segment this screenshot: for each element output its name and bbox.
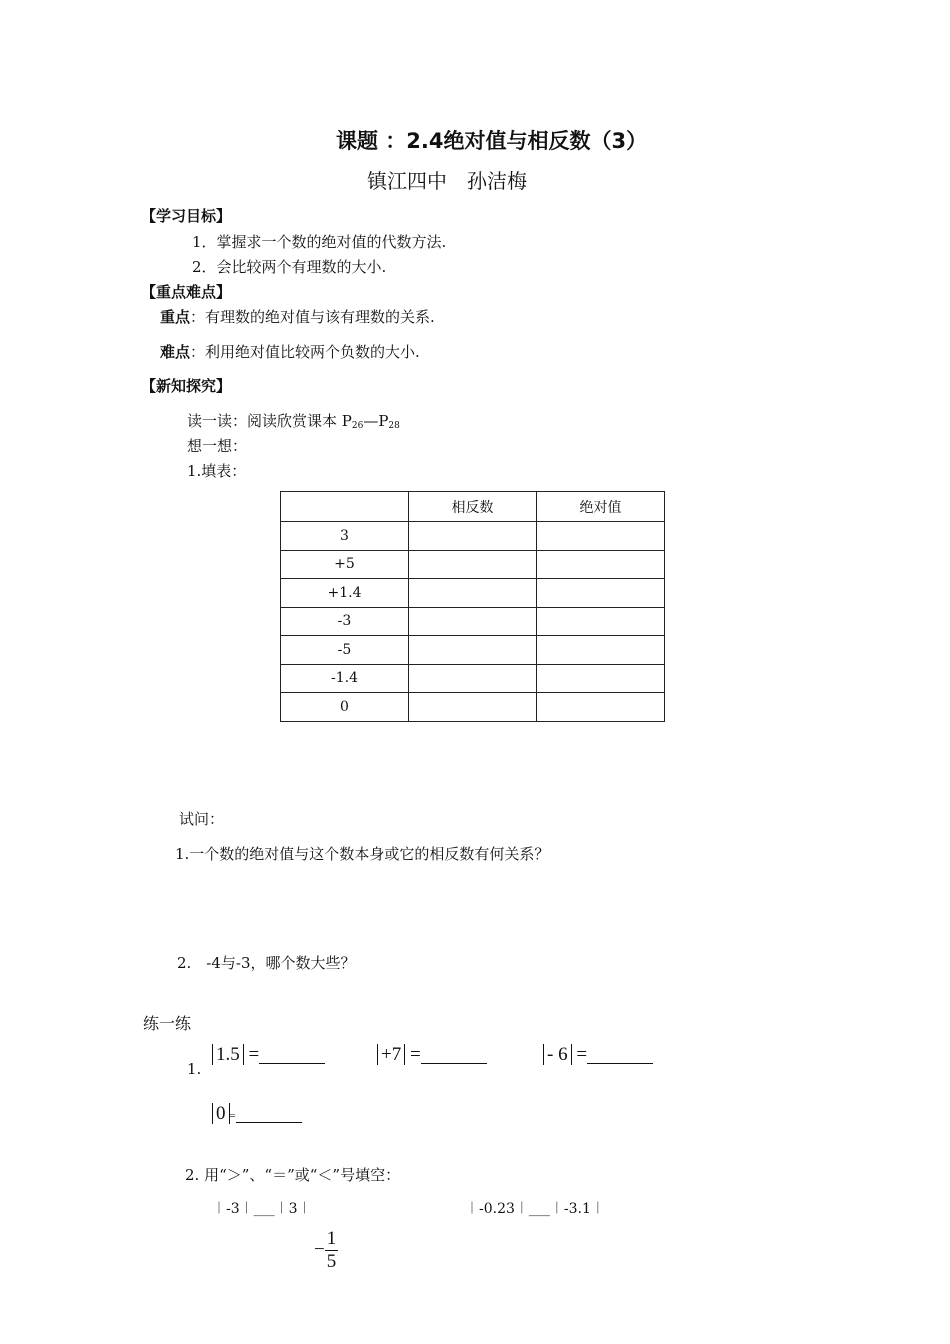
- abs-value: 1.5: [212, 1044, 244, 1065]
- table-row: [281, 579, 665, 608]
- explore-heading: 【新知探究】: [141, 377, 232, 395]
- table-row: [281, 693, 665, 722]
- table-cell[interactable]: [409, 664, 537, 693]
- table-row: [281, 522, 665, 551]
- abs-value: 0: [212, 1103, 230, 1124]
- equals-sign: =: [409, 1044, 421, 1065]
- abs-value: - 6: [543, 1044, 572, 1065]
- compare-2: ︱-0.23︱___︱-3.1︱: [465, 1201, 605, 1217]
- fraction-expression: [314, 1228, 338, 1273]
- abs-expression-2: [377, 1044, 487, 1066]
- practice-item-1-number: 1.: [187, 1060, 202, 1078]
- focus-label: 重点: [160, 308, 191, 326]
- table-header-row: [281, 492, 665, 522]
- table-cell: 0: [281, 693, 409, 722]
- table-header-cell: 相反数: [409, 492, 537, 522]
- equals-sign: =: [248, 1044, 260, 1065]
- table-row: [281, 636, 665, 665]
- table-cell[interactable]: [537, 636, 665, 665]
- equals-sign: =: [229, 1110, 236, 1122]
- fill-table: [280, 491, 665, 722]
- goal-item-2: 2．会比较两个有理数的大小.: [192, 258, 387, 276]
- difficulty-line: [160, 341, 420, 362]
- table-cell[interactable]: [537, 550, 665, 579]
- abs-expression-3: [543, 1044, 653, 1066]
- compare-1: ︱-3︱___︱3︱: [212, 1201, 312, 1217]
- fraction-denominator: 5: [326, 1251, 337, 1272]
- difficulty-text: ：利用绝对值比较两个负数的大小.: [190, 343, 420, 361]
- fraction: [325, 1228, 339, 1273]
- table-cell[interactable]: [409, 522, 537, 551]
- table-cell: 3: [281, 522, 409, 551]
- focus-line: [160, 306, 435, 327]
- table-header-cell: 绝对值: [537, 492, 665, 522]
- answer-blank[interactable]: [259, 1045, 325, 1064]
- table-header-cell: [281, 492, 409, 522]
- table-cell[interactable]: [409, 550, 537, 579]
- table-cell: -5: [281, 636, 409, 665]
- equals-sign: =: [576, 1044, 588, 1065]
- think-line: 想一想：: [187, 437, 248, 455]
- read-prefix: 读一读：阅读欣赏课本 P: [187, 412, 352, 430]
- table-cell[interactable]: [409, 579, 537, 608]
- table-cell[interactable]: [537, 579, 665, 608]
- table-cell: +1.4: [281, 579, 409, 608]
- table-row: [281, 550, 665, 579]
- table-cell[interactable]: [409, 693, 537, 722]
- abs-expression-1: [212, 1044, 325, 1066]
- fraction-sign: −: [314, 1238, 325, 1260]
- answer-blank[interactable]: [236, 1104, 302, 1123]
- read-dash: —P: [363, 412, 389, 430]
- table-cell[interactable]: [537, 693, 665, 722]
- goals-heading: 【学习目标】: [141, 207, 232, 225]
- keypoints-heading: 【重点难点】: [141, 283, 232, 301]
- read-page-start: 26: [351, 421, 364, 431]
- table-row: [281, 664, 665, 693]
- table-cell: +5: [281, 550, 409, 579]
- questions-heading: 试问：: [179, 810, 225, 828]
- question-2: 2. -4与-3，哪个数大些？: [177, 954, 356, 972]
- goal-item-1: 1．掌握求一个数的绝对值的代数方法.: [192, 233, 447, 251]
- question-1: 1.一个数的绝对值与这个数本身或它的相反数有何关系？: [175, 845, 550, 863]
- table-cell[interactable]: [537, 664, 665, 693]
- read-line: [187, 410, 400, 431]
- page-title: 课题 ：2.4绝对值与相反数（3）: [336, 129, 648, 153]
- abs-expression-4: [212, 1103, 302, 1125]
- fill-table-label: 1.填表：: [187, 462, 247, 480]
- practice-item-2: 2. 用“＞”、“＝”或“＜”号填空：: [185, 1166, 401, 1184]
- answer-blank[interactable]: [421, 1045, 487, 1064]
- read-page-end: 28: [388, 421, 400, 431]
- table-cell: -3: [281, 607, 409, 636]
- practice-heading: 练一练: [143, 1014, 192, 1033]
- table-cell: -1.4: [281, 664, 409, 693]
- fraction-numerator: 1: [326, 1228, 337, 1249]
- answer-blank[interactable]: [587, 1045, 653, 1064]
- table-cell[interactable]: [409, 636, 537, 665]
- author-line: 镇江四中 孙洁梅: [367, 169, 527, 193]
- table-cell[interactable]: [537, 607, 665, 636]
- table-row: [281, 607, 665, 636]
- focus-text: ：有理数的绝对值与该有理数的关系.: [190, 308, 435, 326]
- table-cell[interactable]: [409, 607, 537, 636]
- difficulty-label: 难点: [160, 343, 191, 361]
- table-cell[interactable]: [537, 522, 665, 551]
- abs-value: +7: [377, 1044, 405, 1065]
